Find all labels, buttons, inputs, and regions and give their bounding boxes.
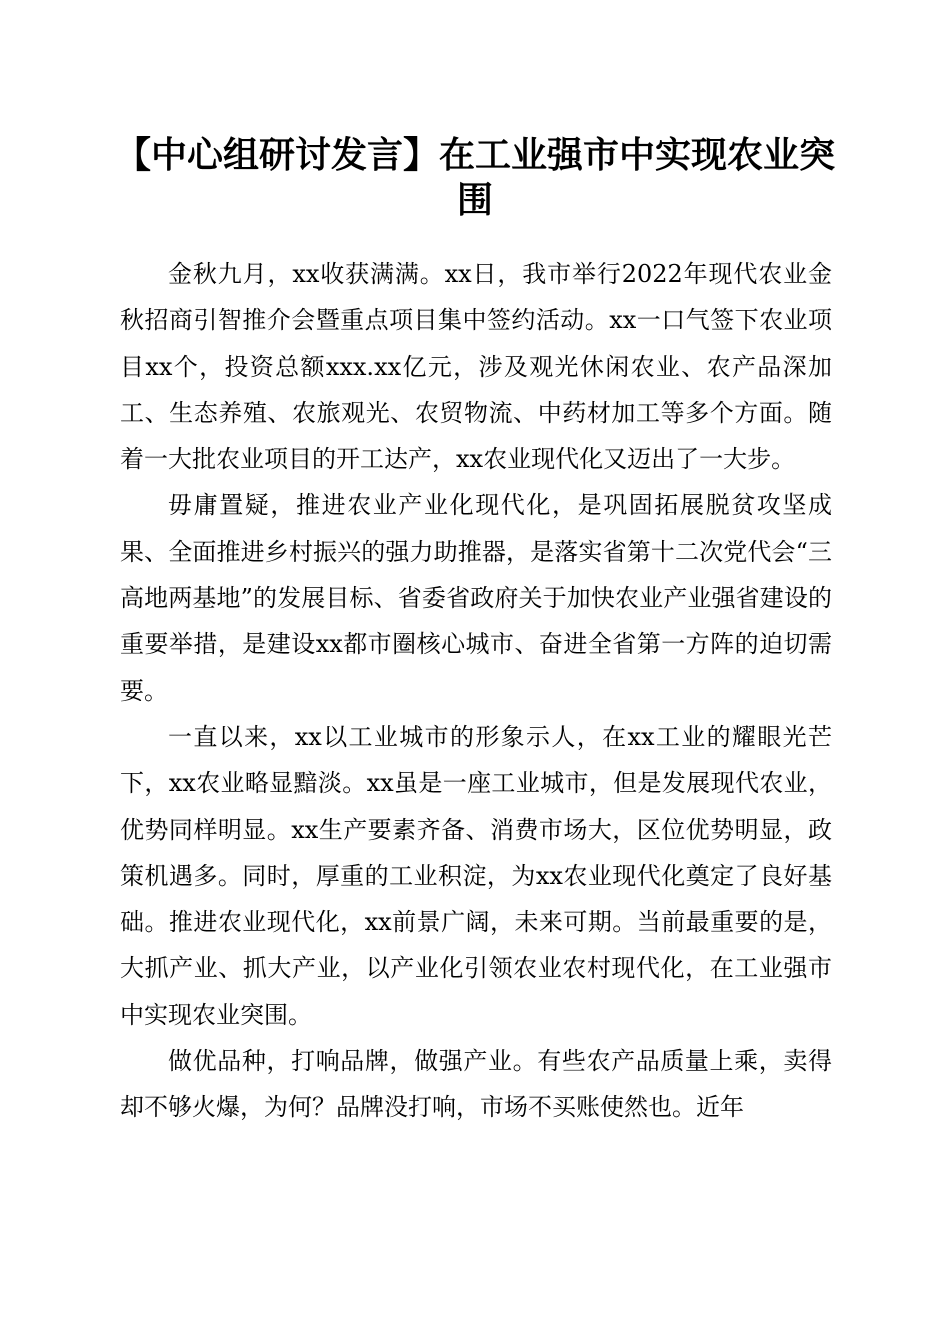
paragraph-3: 一直以来，xx以工业城市的形象示人，在xx工业的耀眼光芒下，xx农业略显黯淡。xx虽是一座工业城市，但是发展现代农业，优势同样明显。xx生产要素齐备、消费市场大，区位优势明显，政策机遇多。同时，厚重的工业积淀，为xx农业现代化奠定了良好基础。推进农业现代化，xx前景广阔，未来可期。当前最重要的是，大抓产业、抓大产业，以产业化引领农业农村现代化，在工业强市中实现农业突围。 [120, 722, 832, 1029]
paragraph-2: 毋庸置疑，推进农业产业化现代化，是巩固拓展脱贫攻坚成果、全面推进乡村振兴的强力助推器，是落实省第十二次党代会“三高地两基地”的发展目标、省委省政府关于加快农业产业强省建设的重要举措，是建设xx都市圈核心城市、奋进全省第一方阵的迫切需要。 [120, 491, 832, 705]
document-title: 【中心组研讨发言】在工业强市中实现农业突围 [114, 135, 835, 221]
paragraph-4: 做优品种，打响品牌，做强产业。有些农产品质量上乘，卖得却不够火爆，为何？品牌没打响，市场不买账使然也。近年 [120, 1047, 832, 1122]
document-body [120, 251, 832, 1131]
paragraph-1: 金秋九月，xx收获满满。xx日，我市举行2022年现代农业金秋招商引智推介会暨重点项目集中签约活动。xx一口气签下农业项目xx个，投资总额xxx.xx亿元，涉及观光休闲农业、农产品深加工、生态养殖、农旅观光、农贸物流、中药材加工等多个方面。随着一大批农业项目的开工达产，xx农业现代化又迈出了一大步。 [120, 260, 832, 474]
